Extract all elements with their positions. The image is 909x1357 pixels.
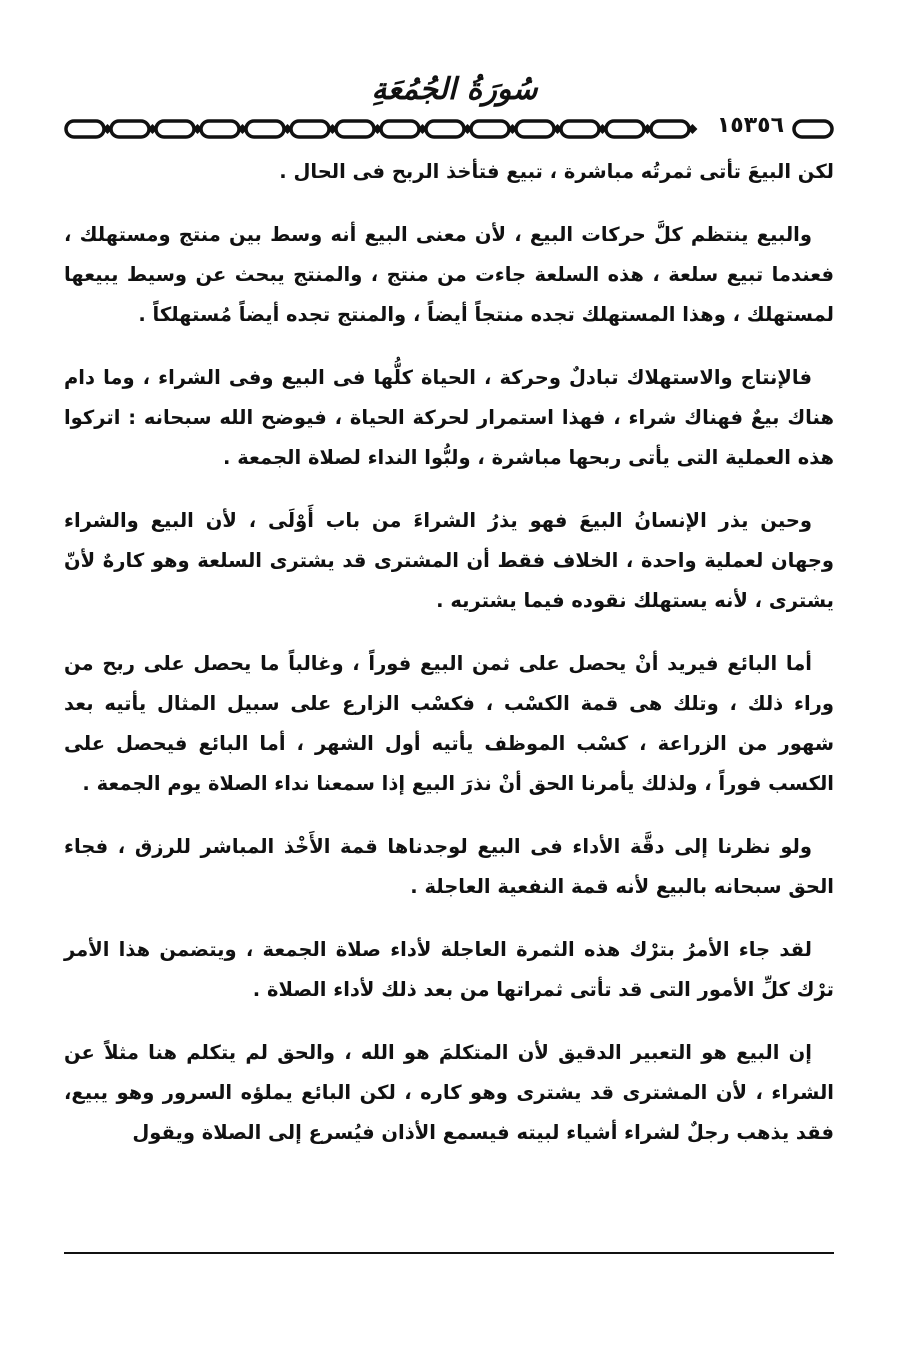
ornamental-header-band (64, 113, 834, 142)
sura-title: سُورَةُ الجُمُعَةِ (371, 72, 538, 107)
paragraph-2: والبيع ينتظم كلَّ حركات البيع ، لأن معنى البيع أنه وسط بين منتج ومستهلك ، فعندما تبيع سلعة ، هذه السلعة جاءت من منتج ، والمنتج يبحث عن وسيط يبيعها لمستهلك ، وهذا المستهلك تجده منتجاً أيضاً ، والمنتج تجده أيضاً مُستهلكاً . (64, 223, 834, 326)
paragraph-6: ولو نظرنا إلى دقَّة الأداء فى البيع لوجدناها قمة الأَخْذ المباشر للرزق ، فجاء الحق سبحانه بالبيع لأنه قمة النفعية العاجلة . (64, 835, 834, 898)
paragraph-5: أما البائع فيريد أنْ يحصل على ثمن البيع فوراً ، وغالباً ما يحصل على ربح من وراء ذلك ، وتلك هى قمة الكسْب ، فكسْب الزارع على سبيل المثال يأتيه بعد شهور من الزراعة ، كسْب الموظف يأتيه أول الشهر ، أما البائع فيحصل على الكسب فوراً ، ولذلك يأمرنا الحق أنْ نذرَ البيع إذا سمعنا نداء الصلاة يوم الجمعة . (64, 652, 834, 795)
paragraph-8: إن البيع هو التعبير الدقيق لأن المتكلمَ هو الله ، والحق لم يتكلم هنا مثلاً عن الشراء ، لأن المشترى قد يشترى وهو كاره ، لكن البائع يملؤه السرور وهو يبيع، فقد يذهب رجلٌ لشراء أشياء لبيته فيسمع الأذان فيُسرع إلى الصلاة ويقول (64, 1041, 834, 1144)
page-number: ١٥٣٥٦ (713, 113, 788, 138)
paragraph-7: لقد جاء الأمرُ بترْك هذه الثمرة العاجلة لأداء صلاة الجمعة ، ويتضمن هذا الأمر ترْك كلِّ الأمور التى قد تأتى ثمراتها من بعد ذلك لأداء الصلاة . (64, 938, 834, 1001)
body-text (64, 152, 834, 1153)
footer-rule (64, 1252, 834, 1254)
paragraph-1: لكن البيعَ تأتى ثمرتُه مباشرة ، تبيع فتأخذ الربح فى الحال . (279, 160, 834, 183)
paragraph-3: فالإنتاج والاستهلاك تبادلٌ وحركة ، الحياة كلُّها فى البيع وفى الشراء ، وما دام هناك بيعٌ فهناك شراء ، فهذا استمرار لحركة الحياة ، فيوضح الله سبحانه : اتركوا هذه العملية التى يأتى ربحها مباشرة ، ولبُّوا النداء لصلاة الجمعة . (64, 366, 834, 469)
paragraph-4: وحين يذر الإنسانُ البيعَ فهو يذرُ الشراءَ من باب أَوْلَى ، لأن البيع والشراء وجهان لعملية واحدة ، الخلاف فقط أن المشترى قد يشترى السلعة وهو كارهٌ لأنّ يشترى ، لأنه يستهلك نقوده فيما يشتريه . (64, 509, 834, 612)
